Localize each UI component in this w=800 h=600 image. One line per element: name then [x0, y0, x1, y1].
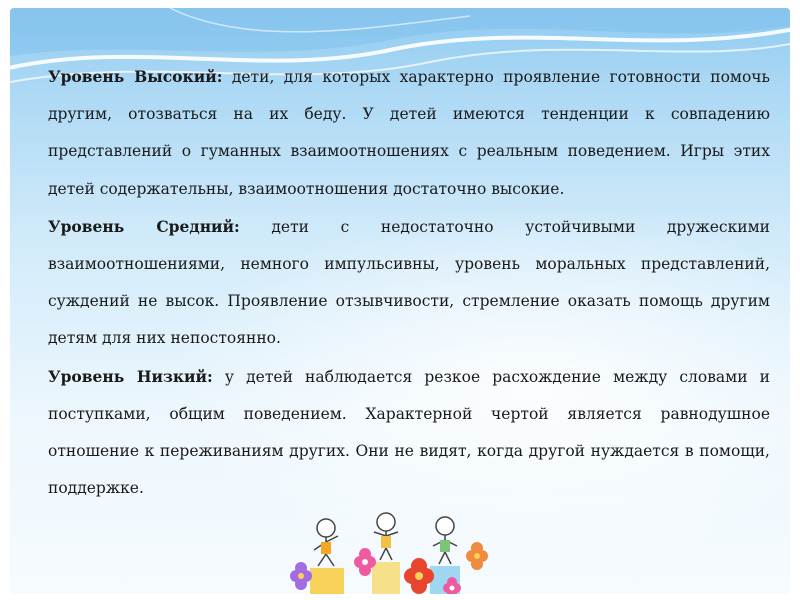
level-medium-label: Уровень Средний: [48, 216, 240, 236]
yellow-block [372, 562, 400, 594]
level-low-text: у детей наблюдается резкое расхождение между словами и поступками, общим поведением. Характерной чертой является равнодушное отношение к переживаниям других. Они не видят, когда другой нуждается в помощи, поддержке. [48, 367, 770, 498]
level-high-text: дети, для которых характерно проявление готовности помочь другим, отозваться на их беду. У детей имеются тенденции к совпадению представлений о гуманных взаимоотношениях с реальным поведением. Игры этих детей содержательны, взаимоотношения достаточно высокие. [48, 68, 770, 198]
flower-icon [290, 562, 312, 590]
yellow-block [310, 568, 344, 594]
flower-icon [466, 542, 488, 570]
paragraph-medium [48, 208, 770, 358]
paragraph-low [48, 358, 770, 508]
level-high-label: Уровень Высокий: [48, 67, 223, 86]
paragraph-high [48, 58, 770, 208]
kids-flowers-illustration [280, 506, 520, 594]
slide [10, 8, 790, 594]
content-text [48, 58, 770, 507]
level-low-label: Уровень Низкий: [48, 366, 213, 386]
level-medium-text: дети с недостаточно устойчивыми дружескими взаимоотношениями, немного импульсивны, уровень моральных представлений, суждений не высок. Проявление отзывчивости, стремление оказать помощь другим детям для них непостоянно. [48, 217, 770, 348]
flower-icon [404, 558, 434, 594]
